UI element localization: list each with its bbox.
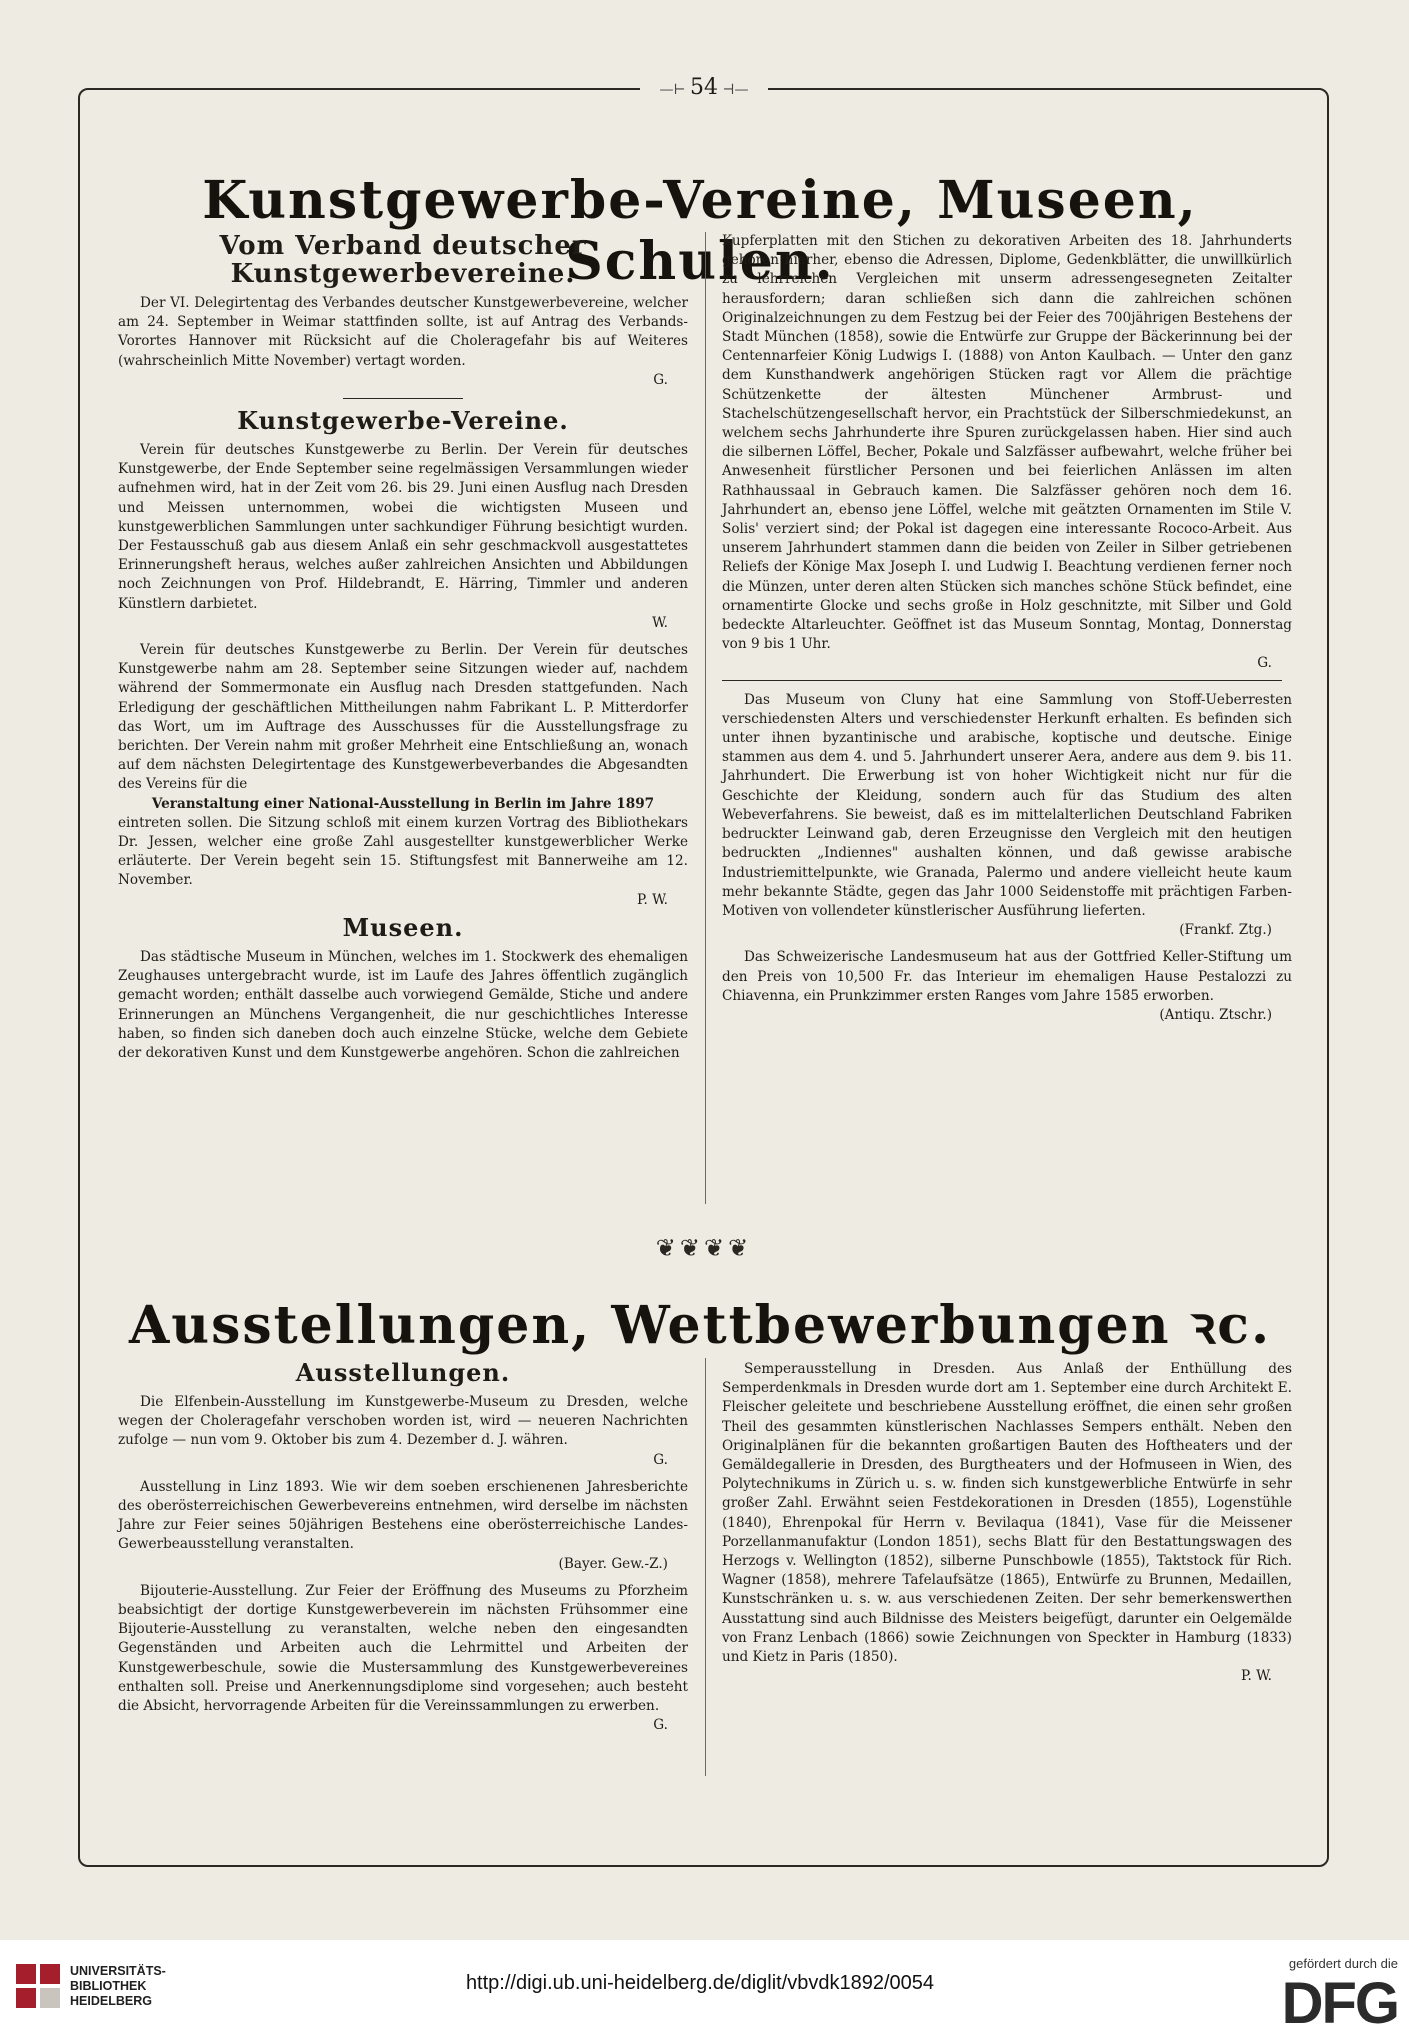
right-column-1: [722, 232, 1292, 1025]
signature-antiqu: (Antiqu. Ztschr.): [1159, 1006, 1272, 1023]
heading-ausstellungen: Ausstellungen.: [295, 1358, 511, 1387]
signature-pw1: P. W.: [637, 891, 668, 908]
signature-g3: G.: [653, 1451, 668, 1468]
column-rule-1: [705, 232, 706, 1204]
separator: [343, 398, 463, 399]
page-number-text: 54: [690, 75, 718, 100]
para-berlin-2b: eintreten sollen. Die Sitzung schloß mit einem kurzen Vortrag des Bibliothekars Dr. Jessen, welcher eine große Zahl ausgestellter kunstgewerblicher Werke erläuterte. Der Verein begeht sein 15. Stiftungsfest mit Bannerweihe am 12. November.: [118, 814, 688, 889]
para-delegirtentag: Der VI. Delegirtentag des Verbandes deutscher Kunstgewerbevereine, welcher am 24. September in Weimar stattfinden sollte, ist auf Antrag des Verbands-Vorortes Hannover mit Rücksicht auf die Choleragefahr bis auf Weiteres (wahrscheinlich Mitte November) vertagt worden.: [118, 295, 688, 369]
left-column-2: [118, 1355, 688, 1735]
signature-w1: W.: [652, 614, 668, 631]
signature-g2: G.: [1257, 655, 1272, 672]
left-column-1: [118, 228, 688, 1063]
para-kupferplatten: Kupferplatten mit den Stichen zu dekorativen Arbeiten des 18. Jahrhunderts gehören hierher, ebenso die Adressen, Diplome, Gedenkblätter, die unwillkürlich zu lehrreichen Vergleichen mit unserm adressengesegneten Zeitalter herausfordern; daran schließen sich dann die zahlreichen schönen Originalzeichnungen zu dem Festzug bei der Feier des 700jährigen Bestehens der Stadt München (1858), sowie die Entwürfe zur Gruppe der Bäckerinnung bei der Centennarfeier König Ludwigs I. (1888) von Anton Kaulbach. — Unter den ganz dem Kunsthandwerk angehörigen Stücken ragt vor Allem die prächtige Schützenkette der ältesten Münchener Armbrust- und Stachelschützengesellschaft hervor, ein Prachtstück der Silberschmiedekunst, an welchem sechs Jahrhunderte ihre Spuren zurückgelassen haben. Hier sind auch die silbernen Löffel, Becher, Pokale und Salzfässer aufbewahrt, welche früher bei Anwesenheit fürstlicher Personen und bei feierlichen Anlässen im alten Rathhaussaal in Gebrauch kamen. Die Salzfässer gehören noch dem 16. Jahrhundert an, ebenso jene Löffel, welche mit geätzten Ornamenten im Stile V. Solis' verziert sind; der Pokal ist dagegen eine interessante Rococo-Arbeit. Aus unserem Jahrhundert stammen dann die beiden von Zeiler in Silber getriebenen Reliefs der Könige Max Joseph I. und Ludwig I. Beachtung verdienen ferner noch die Münzen, unter deren alten Stücken sich manches schöne Stück befindet, eine ornamentirte Glocke und sechs große in Holz geschnitzte, mit Silber und Gold bedeckte Altarleuchter. Geöffnet ist das Museum Sonntag, Montag, Donnerstag von 9 bis 1 Uhr.: [722, 233, 1292, 653]
ornament-divider: ❦❦❦❦: [655, 1234, 753, 1262]
heading-verband: Vom Verband deutscher Kunstgewerbevereine.: [219, 231, 587, 289]
viewer-footer: [0, 1940, 1409, 2042]
heading-vereine: Kunstgewerbe-Vereine.: [237, 406, 569, 436]
para-bijouterie: Bijouterie-Ausstellung. Zur Feier der Eröffnung des Museums zu Pforzheim beabsichtigt der dortige Kunstgewerbeverein im nächsten Frühsommer eine Bijouterie-Ausstellung zu veranstalten, welche neben den eingesandten Gegenständen und Arbeiten auch die Lehrmittel und Arbeiten der Kunstgewerbeschule, sowie die Mustersammlung des Kunstgewerbevereines enthalten soll. Preise und Anerkennungsdiplome sind vorgesehen; auch besteht die Absicht, hervorragende Arbeiten für die Vereinssammlungen zu erwerben.: [118, 1582, 688, 1715]
dfg-logo[interactable]: DFG: [1281, 1971, 1398, 2036]
library-emblem-icon: [16, 1964, 60, 2008]
para-elfenbein: Die Elfenbein-Ausstellung im Kunstgewerbe-Museum zu Dresden, welche wegen der Choleragefahr verschoben worden ist, wird — neueren Nachrichten zufolge — nun vom 9. Oktober bis zum 4. Dezember d. J. währen.: [118, 1394, 688, 1449]
library-name-line-2: BIBLIOTHEK: [70, 1979, 147, 1993]
section-title-vereine: Kunstgewerbe-Vereine, Museen, Schulen.: [202, 170, 1198, 292]
separator-full: [722, 680, 1282, 681]
section-title-ausstellungen: Ausstellungen, Wettbewerbungen ꝛc.: [128, 1295, 1272, 1356]
para-linz: Ausstellung in Linz 1893. Wie wir dem soeben erschienenen Jahresberichte des oberösterreichischen Gewerbevereins entnehmen, wird derselbe im nächsten Jahre zur Feier seines 50jährigen Bestehens eine oberösterreichische Landes-Gewerbeausstellung veranstalten.: [118, 1478, 688, 1553]
signature-bayer: (Bayer. Gew.-Z.): [558, 1555, 668, 1572]
permalink-url[interactable]: http://digi.ub.uni-heidelberg.de/diglit/vbvdk1892/0054: [465, 1972, 935, 1994]
ornament-right: ⊣—: [718, 82, 749, 98]
right-column-2: [722, 1360, 1292, 1686]
ornament-left: —⊢: [659, 82, 690, 98]
heading-museen: Museen.: [342, 912, 464, 942]
national-ausstellung-title: Veranstaltung einer National-Ausstellung in Berlin im Jahre 1897: [151, 795, 655, 812]
university-library-logo[interactable]: [16, 1960, 166, 2020]
para-semper: Semperausstellung in Dresden. Aus Anlaß der Enthüllung des Semperdenkmals in Dresden wurde dort am 1. September eine durch Architekt E. Fleischer geleitete und beschriebene Ausstellung eröffnet, die einen sehr großen Theil des gesammten künstlerischen Nachlasses Sempers enthält. Neben den Originalplänen für die bekannten großartigen Bauten des Hoftheaters und der Gemäldegallerie in Dresden, des Burgtheaters und der Hofmuseen in Wien, des Polytechnikums in Zürich u. s. w. finden sich kunstgewerbliche Entwürfe in sehr großer Zahl. Erwähnt seien Festdekorationen in Dresden (1855), Logenstühle (1840), Ehrenpokal für Herrn v. Bevilaqua (1841), Vase für die Meissener Porzellanmanufaktur (London 1851), sechs Blatt für den Bestattungswagen des Herzogs v. Wellington (1852), silberne Punschbowle (1855), Taktstock für Rich. Wagner (1858), mehrere Tafelaufsätze (1865), Entwürfe zu Brunnen, Medaillen, Kunstschränken u. s. w. aus verschiedenen Zeiten. Der sehr bemerkenswerthen Ausstattung sind auch Bildnisse des Meisters beigefügt, darunter ein Oelgemälde von Franz Lenbach (1866) sowie Zeichnungen von Speckter in Hamburg (1833) und Kietz in Paris (1850).: [722, 1361, 1292, 1666]
library-name: [70, 1964, 166, 2009]
para-schweiz: Das Schweizerische Landesmuseum hat aus der Gottfried Keller-Stiftung um den Preis von 10,500 Fr. das Interieur im ehemaligen Hause Pestalozzi zu Chiavenna, ein Prunkzimmer ersten Ranges vom Jahre 1585 erworben.: [722, 949, 1292, 1004]
signature-g4: G.: [653, 1717, 668, 1734]
page-number: [640, 73, 768, 103]
library-name-line-1: UNIVERSITÄTS-: [70, 1964, 166, 1978]
signature-pw2: P. W.: [1241, 1668, 1272, 1685]
column-rule-2: [705, 1358, 706, 1776]
para-berlin-2: Verein für deutsches Kunstgewerbe zu Berlin. Der Verein für deutsches Kunstgewerbe nahm am 28. September seine Sitzungen wieder auf, nachdem während der Sommermonate ein Ausflug nach Dresden stattgefunden. Nach Erledigung der geschäftlichen Mittheilungen nahm Fabrikant L. P. Mitterdorfer das Wort, um im Auftrage des Ausschusses für die Ausstellungsfrage zu berichten. Der Verein nahm mit großer Mehrheit eine Entschließung an, wonach auf dem nächsten Delegirtentage des Kunstgewerbeverbandes die Abgesandten des Vereins für die: [118, 642, 688, 793]
para-muenchen: Das städtische Museum in München, welches im 1. Stockwerk des ehemaligen Zeughauses untergebracht wurde, ist im Laufe des Jahres öffentlich zugänglich gemacht worden; enthält dasselbe auch vorwiegend Gemälde, Stiche und andere Erinnerungen an Münchens Vergangenheit, die nur geschichtliches Interesse haben, so finden sich daneben doch auch einzelne Stücke, welche dem Gebiete der dekorativen Kunst und dem Kunstgewerbe angehören. Schon die zahlreichen: [118, 948, 688, 1061]
funding-note: gefördert durch die: [1288, 1956, 1398, 1971]
library-name-line-3: HEIDELBERG: [70, 1994, 152, 2008]
para-berlin-1: Verein für deutsches Kunstgewerbe zu Berlin. Der Verein für deutsches Kunstgewerbe, der Ende September seine regelmässigen Versammlungen wieder aufnehmen wird, hat in der Zeit vom 26. bis 29. Juni einen Ausflug nach Dresden und Meissen unternommen, wobei die wichtigsten Museen und kunstgewerblichen Sammlungen unter sachkundiger Führung besichtigt wurden. Der Festausschuß gab aus diesem Anlaß ein sehr geschmackvoll ausgestattetes Erinnerungsheft heraus, welches außer zahlreichen Ansichten und Abbildungen noch Zeichnungen von Prof. Hildebrandt, E. Härring, Timmler und anderen Künstlern darbietet.: [118, 442, 688, 612]
signature-g1: G.: [653, 371, 668, 388]
signature-frankf: (Frankf. Ztg.): [1179, 922, 1272, 939]
para-cluny: Das Museum von Cluny hat eine Sammlung von Stoff-Ueberresten verschiedensten Alters und verschiedenster Herkunft erhalten. Es befinden sich unter ihnen byzantinische und arabische, koptische und deutsche. Einige stammen aus dem 4. und 5. Jahrhundert unserer Aera, andere aus dem 9. bis 11. Jahrhundert. Die Erwerbung ist von hoher Wichtigkeit nicht nur für die Geschichte der Kleidung, sondern auch für das Studium des alten Webeverfahrens. Sie beweist, daß es im mittelalterlichen Deutschland Fabriken bedruckter Leinwand gab, deren Erzeugnisse den Vergleich mit den heutigen bedruckten „Indiennes" aushalten können, und daß gewisse arabische Industriemittelpunkte, wie Granada, Palermo und andere vielleicht heute kaum mehr bekannte Städte, gegen das Jahr 1000 Seidenstoffe mit prächtigen Farben-Motiven von vollendeter künstlerischer Ausführung lieferten.: [722, 691, 1292, 919]
